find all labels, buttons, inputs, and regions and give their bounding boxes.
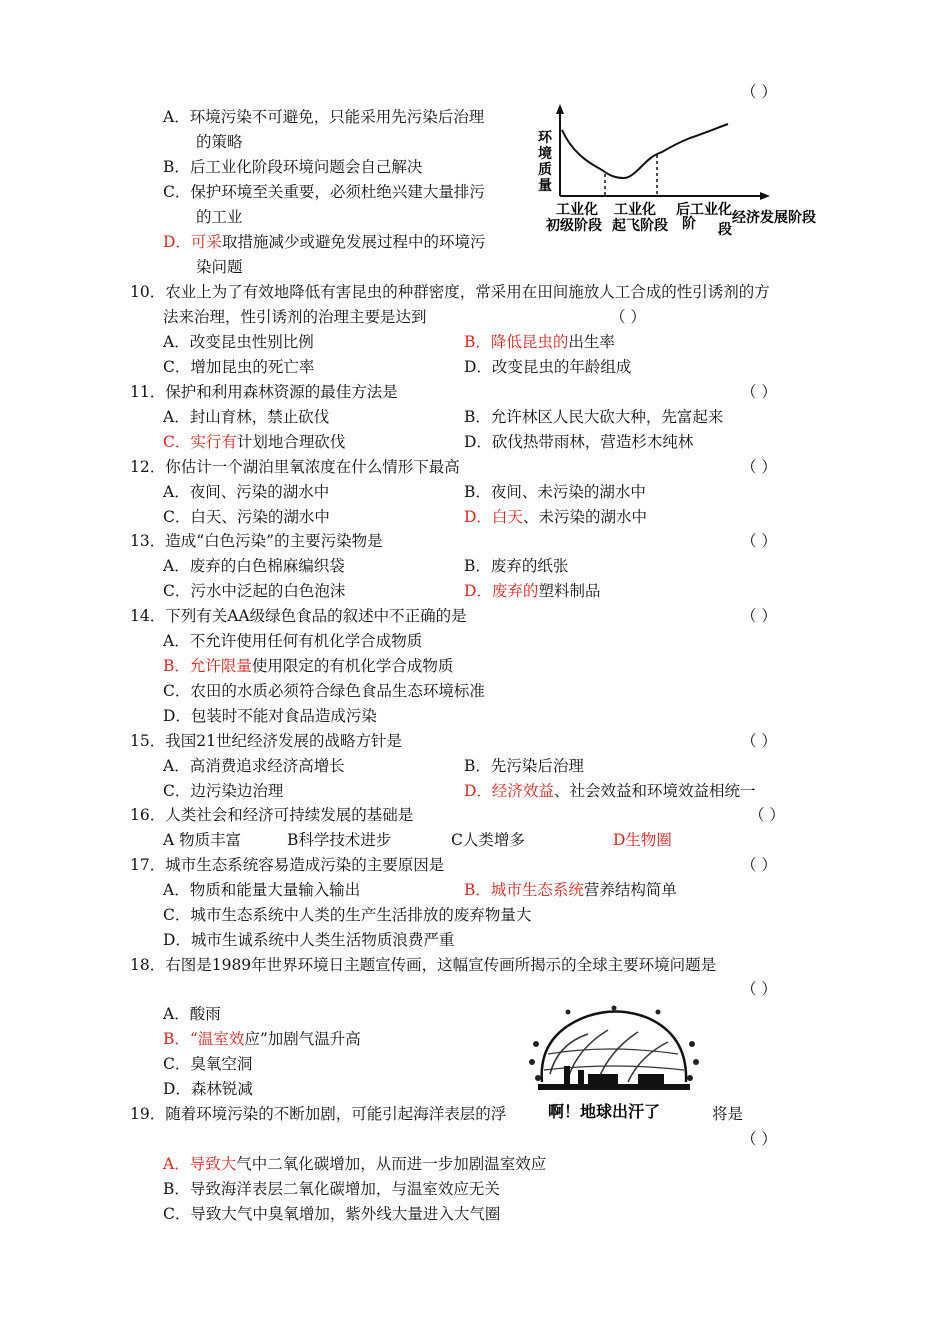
svg-text:环: 环 — [538, 130, 552, 146]
q19-answer-paren: （ ） — [741, 1130, 777, 1148]
q15-option-a: A．高消费追求经济高增长 — [163, 757, 345, 775]
q11-stem: 11．保护和利用森林资源的最佳方法是 — [130, 383, 398, 401]
answer-highlight: B．“温室效 — [163, 1030, 245, 1048]
q15-option-d — [464, 781, 755, 801]
q17-answer-paren: （ ） — [741, 856, 777, 874]
q19-option-a — [163, 1154, 546, 1174]
q11-option-c-text: 计划地合理砍伐 — [236, 433, 346, 451]
q14-option-d: D．包装时不能对食品造成污染 — [163, 707, 377, 725]
q10-option-c: C．增加昆虫的死亡率 — [163, 358, 315, 376]
q13-option-d — [464, 581, 600, 601]
q19-option-b: B．导致海洋表层二氧化碳增加，与温室效应无关 — [163, 1180, 500, 1198]
environment-quality-figure — [532, 100, 832, 240]
figure-stage1-bottom: 初级阶段 — [546, 218, 602, 234]
q9-option-d-cont: 染问题 — [196, 258, 243, 276]
q13-option-c: C．污水中泛起的白色泡沫 — [163, 582, 346, 600]
q15-stem: 15．我国21世纪经济发展的战略方针是 — [130, 732, 402, 750]
answer-highlight: B．允许限量 — [163, 657, 252, 675]
q12-option-b: B．夜间、未污染的湖水中 — [464, 483, 646, 501]
poster-caption: 啊！地球出汗了 — [548, 1102, 661, 1121]
q16-option-c: C人类增多 — [451, 831, 525, 849]
q17-option-d: D．城市生诚系统中人类生活物质浪费严重 — [163, 931, 455, 949]
answer-highlight: B．城市生态系统 — [464, 881, 584, 899]
q11-option-a: A．封山育林，禁止砍伐 — [163, 408, 330, 426]
q17-option-a: A．物质和能量大量输入输出 — [163, 881, 361, 899]
q14-option-a: A．不允许使用任何有机化学合成物质 — [163, 632, 423, 650]
answer-highlight: D．可采 — [163, 233, 222, 251]
svg-text:质: 质 — [538, 162, 552, 178]
q12-option-c: C．白天、污染的湖水中 — [163, 508, 330, 526]
q17-stem: 17．城市生态系统容易造成污染的主要原因是 — [130, 856, 445, 874]
figure-x-axis-label: 经济发展阶段 — [732, 210, 816, 226]
q10-option-b — [464, 332, 615, 352]
q9-option-a-cont: 的策略 — [196, 133, 243, 151]
q10-option-b-text: 出生率 — [568, 333, 615, 351]
q15-option-c: C．边污染边治理 — [163, 782, 284, 800]
q18-option-d: D．森林锐减 — [163, 1080, 253, 1098]
q11-option-c — [163, 432, 345, 452]
q18-option-b — [163, 1029, 361, 1049]
answer-highlight: C．实行有 — [163, 433, 237, 451]
q10-option-d: D．改变昆虫的年龄组成 — [464, 358, 632, 376]
q10-option-a: A．改变昆虫性别比例 — [163, 333, 314, 351]
q12-option-a: A．夜间、污染的湖水中 — [163, 483, 330, 501]
q16-stem: 16．人类社会和经济可持续发展的基础是 — [130, 806, 414, 824]
q17-option-c: C．城市生态系统中人类的生产生活排放的废弃物量大 — [163, 906, 532, 924]
q19-stem-end: 将是 — [712, 1105, 744, 1123]
figure-stage3-mid: 阶 — [682, 216, 696, 232]
q9-option-c: C．保护环境至关重要，必须杜绝兴建大量排污 — [163, 183, 485, 201]
figure-stage3-top: 后工业化 — [676, 202, 732, 218]
q15-option-d-text: 、社会效益和环境效益相统一 — [553, 782, 756, 800]
question-answer-paren: （ ） — [741, 83, 777, 101]
q10-stem-cont: 法来治理，性引诱剂的治理主要是达到 — [163, 308, 427, 326]
q9-option-c-cont: 的工业 — [196, 208, 243, 226]
svg-text:境: 境 — [538, 146, 552, 162]
q14-option-b — [163, 656, 453, 676]
q14-option-b-text: 使用限定的有机化学合成物质 — [251, 657, 454, 675]
q16-option-d: D生物圈 — [613, 831, 672, 849]
q11-option-b: B．允许林区人民大砍大种，先富起来 — [464, 408, 724, 426]
q17-option-b — [464, 880, 677, 900]
q13-stem: 13．造成“白色污染”的主要污染物是 — [130, 532, 383, 550]
q15-option-b: B．先污染后治理 — [464, 757, 584, 775]
q9-option-d-text: 取措施减少或避免发展过程中的环境污 — [221, 233, 486, 251]
q12-answer-paren: （ ） — [741, 458, 777, 476]
q14-option-c: C．农田的水质必须符合绿色食品生态环境标准 — [163, 682, 485, 700]
figure-stage3-bottom: 段 — [718, 222, 732, 238]
q9-option-b: B．后工业化阶段环境问题会自己解决 — [163, 158, 423, 176]
q11-option-d: D．砍伐热带雨林，营造杉木纯林 — [464, 433, 694, 451]
svg-text:量: 量 — [538, 178, 552, 194]
q19-option-a-text: 气中二氧化碳增加，从而进一步加剧温室效应 — [236, 1155, 547, 1173]
q13-option-b: B．废弃的纸张 — [464, 557, 569, 575]
q17-option-b-text: 营养结构简单 — [583, 881, 677, 899]
q13-option-d-text: 塑料制品 — [538, 582, 601, 600]
ground-strip — [538, 1084, 690, 1090]
q19-option-c: C．导致大气中臭氧增加，紫外线大量进入大气圈 — [163, 1205, 501, 1223]
q13-option-a: A．废弃的白色棉麻编织袋 — [163, 557, 345, 575]
q14-stem: 14．下列有关AA级绿色食品的叙述中不正确的是 — [130, 607, 467, 625]
q16-answer-paren: （ ） — [749, 806, 785, 824]
q10-answer-paren: （ ） — [610, 308, 646, 326]
q10-stem: 10．农业上为了有效地降低有害昆虫的种群密度，常采用在田间施放人工合成的性引诱剂的方 — [130, 283, 770, 301]
answer-highlight: D．经济效益 — [464, 782, 554, 800]
q12-stem: 12．你估计一个湖泊里氧浓度在什么情形下最高 — [130, 458, 460, 476]
answer-highlight: B．降低昆虫的 — [464, 333, 569, 351]
figure-stage2-top: 工业化 — [614, 202, 656, 218]
figure-stage1-top: 工业化 — [556, 202, 598, 218]
q16-option-a: A 物质丰富 — [163, 831, 242, 849]
figure-x-arrow — [760, 192, 770, 200]
q18-option-b-text: 应”加剧气温升高 — [244, 1030, 361, 1048]
q12-option-d — [464, 507, 647, 527]
figure-y-label — [538, 130, 553, 194]
q9-option-d — [163, 232, 485, 252]
q12-option-d-text: 、未污染的湖水中 — [522, 508, 647, 526]
q16-option-b: B科学技术进步 — [287, 831, 392, 849]
q11-answer-paren: （ ） — [741, 383, 777, 401]
q9-option-a: A．环境污染不可避免，只能采用先污染后治理 — [163, 108, 485, 126]
answer-highlight: A．导致大 — [163, 1155, 237, 1173]
q15-answer-paren: （ ） — [741, 732, 777, 750]
figure-curve — [562, 124, 728, 178]
answer-highlight: D．白天 — [464, 508, 523, 526]
figure-stage2-bottom: 起飞阶段 — [612, 218, 668, 234]
q18-stem: 18．右图是1989年世界环境日主题宣传画，这幅宣传画所揭示的全球主要环境问题是 — [130, 956, 717, 974]
figure-y-arrow — [556, 104, 564, 114]
q18-option-a: A．酸雨 — [163, 1005, 221, 1023]
q18-option-c: C．臭氧空洞 — [163, 1055, 253, 1073]
sweating-earth-poster — [528, 1004, 700, 1126]
q19-stem: 19．随着环境污染的不断加剧，可能引起海洋表层的浮 — [130, 1105, 507, 1123]
q18-answer-paren: （ ） — [741, 980, 777, 998]
answer-highlight: D．废弃的 — [464, 582, 539, 600]
q14-answer-paren: （ ） — [741, 607, 777, 625]
q13-answer-paren: （ ） — [741, 532, 777, 550]
